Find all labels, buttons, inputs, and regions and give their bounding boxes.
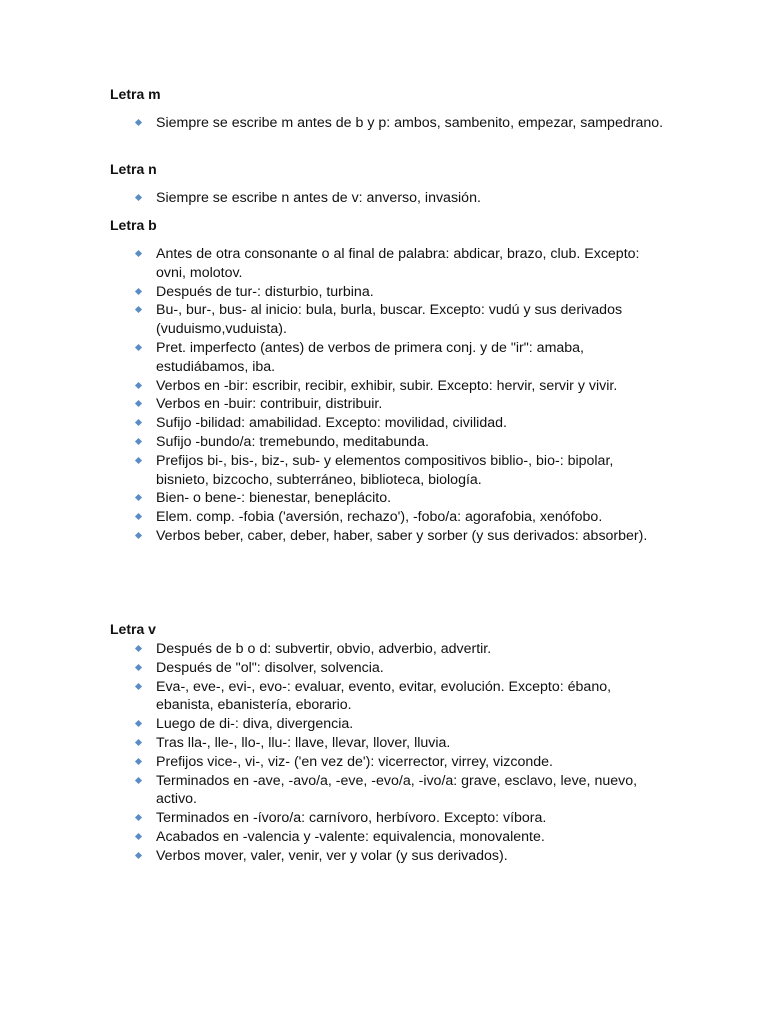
- diamond-bullet-icon: [135, 194, 142, 201]
- list-item-text: Pret. imperfecto (antes) de verbos de primera conj. y de "ir": amaba, estudiábamos, iba.: [156, 339, 585, 375]
- list-item: [110, 283, 670, 302]
- diamond-bullet-icon: [135, 720, 142, 727]
- list-item: [110, 489, 670, 508]
- list-item-text: Prefijos vice-, vi-, viz- ('en vez de'): vicerrector, virrey, vizconde.: [156, 753, 553, 770]
- diamond-bullet-icon: [135, 494, 142, 501]
- list-item-text: Sufijo -bundo/a: tremebundo, meditabunda.: [156, 433, 429, 450]
- bullet-list: [110, 245, 670, 546]
- list-item-text: Tras lla-, lle-, llo-, llu-: llave, llevar, llover, lluvia.: [156, 734, 451, 751]
- diamond-bullet-icon: [135, 438, 142, 445]
- list-item: [110, 414, 670, 433]
- diamond-bullet-icon: [135, 833, 142, 840]
- list-item-text: Verbos en -buir: contribuir, distribuir.: [156, 396, 383, 413]
- list-item-text: Después de tur-: disturbio, turbina.: [156, 283, 374, 300]
- list-item: [110, 640, 670, 659]
- diamond-bullet-icon: [135, 645, 142, 652]
- list-item-text: Terminados en -ívoro/a: carnívoro, herbívoro. Excepto: víbora.: [156, 810, 547, 827]
- diamond-bullet-icon: [135, 419, 142, 426]
- list-item-text: Siempre se escribe m antes de b y p: ambos, sambenito, empezar, sampedrano.: [156, 115, 664, 131]
- diamond-bullet-icon: [135, 758, 142, 765]
- list-item: [110, 189, 670, 208]
- diamond-bullet-icon: [135, 683, 142, 690]
- list-item: [110, 377, 670, 396]
- list-item: [110, 678, 670, 716]
- section-letra-b: [110, 217, 670, 546]
- diamond-bullet-icon: [135, 777, 142, 784]
- section-heading: Letra v: [110, 621, 156, 637]
- diamond-bullet-icon: [135, 306, 142, 313]
- list-item: [110, 715, 670, 734]
- diamond-bullet-icon: [135, 532, 142, 539]
- list-item: [110, 452, 670, 490]
- section-heading: Letra b: [110, 217, 157, 233]
- diamond-bullet-icon: [135, 382, 142, 389]
- list-item-text: Después de b o d: subvertir, obvio, adverbio, advertir.: [156, 641, 492, 657]
- list-item: [110, 527, 670, 546]
- list-item: [110, 753, 670, 772]
- diamond-bullet-icon: [135, 119, 142, 126]
- list-item: [110, 395, 670, 414]
- list-item-text: Terminados en -ave, -avo/a, -eve, -evo/a, -ivo/a: grave, esclavo, leve, nuevo, activo.: [156, 772, 638, 808]
- list-item-text: Verbos en -bir: escribir, recibir, exhibir, subir. Excepto: hervir, servir y vivir.: [156, 377, 618, 394]
- list-item-text: Bien- o bene-: bienestar, beneplácito.: [156, 490, 392, 507]
- list-item-text: Verbos mover, valer, venir, ver y volar (y sus derivados).: [156, 847, 508, 864]
- list-item: [110, 847, 670, 866]
- list-item-text: Bu-, bur-, bus- al inicio: bula, burla, buscar. Excepto: vudú y sus derivados (vuduismo,vuduista).: [156, 302, 623, 338]
- list-item-text: Elem. comp. -fobia ('aversión, rechazo'), -fobo/a: agorafobia, xenófobo.: [156, 509, 603, 526]
- list-item-text: Después de "ol": disolver, solvencia.: [156, 659, 384, 676]
- diamond-bullet-icon: [135, 664, 142, 671]
- list-item: [110, 339, 670, 377]
- list-item: [110, 433, 670, 452]
- list-item-text: Verbos beber, caber, deber, haber, saber y sorber (y sus derivados: absorber).: [156, 527, 648, 544]
- bullet-list: [110, 640, 670, 866]
- list-item-text: Luego de di-: diva, divergencia.: [156, 716, 354, 733]
- section-letra-m: [110, 86, 670, 133]
- list-item-text: Antes de otra consonante o al final de palabra: abdicar, brazo, club. Excepto: ovni, molotov.: [156, 246, 640, 281]
- diamond-bullet-icon: [135, 250, 142, 257]
- section-letra-n: [110, 161, 670, 208]
- list-item-text: Siempre se escribe n antes de v: anverso, invasión.: [156, 190, 481, 206]
- diamond-bullet-icon: [135, 288, 142, 295]
- list-item-text: Prefijos bi-, bis-, biz-, sub- y elementos compositivos biblio-, bio-: bipolar, bisnieto, bizcocho, subterráneo, biblioteca, biología.: [156, 452, 614, 488]
- list-item: [110, 301, 670, 339]
- list-item: [110, 659, 670, 678]
- list-item-text: Sufijo -bilidad: amabilidad. Excepto: movilidad, civilidad.: [156, 415, 507, 432]
- list-item: [110, 734, 670, 753]
- diamond-bullet-icon: [135, 344, 142, 351]
- list-item: [110, 809, 670, 828]
- diamond-bullet-icon: [135, 513, 142, 520]
- section-heading: Letra n: [110, 161, 157, 177]
- diamond-bullet-icon: [135, 400, 142, 407]
- list-item: [110, 828, 670, 847]
- section-letra-v: [110, 621, 670, 866]
- diamond-bullet-icon: [135, 739, 142, 746]
- bullet-list: [110, 114, 670, 133]
- bullet-list: [110, 189, 670, 208]
- list-item-text: Acabados en -valencia y -valente: equivalencia, monovalente.: [156, 828, 545, 845]
- list-item: [110, 772, 670, 810]
- diamond-bullet-icon: [135, 852, 142, 859]
- list-item: [110, 114, 670, 133]
- list-item: [110, 508, 670, 527]
- list-item-text: Eva-, eve-, evi-, evo-: evaluar, evento, evitar, evolución. Excepto: ébano, ebanista, ebanistería, eborario.: [156, 678, 612, 714]
- diamond-bullet-icon: [135, 457, 142, 464]
- list-item: [110, 245, 670, 283]
- section-heading: Letra m: [110, 86, 161, 102]
- diamond-bullet-icon: [135, 814, 142, 821]
